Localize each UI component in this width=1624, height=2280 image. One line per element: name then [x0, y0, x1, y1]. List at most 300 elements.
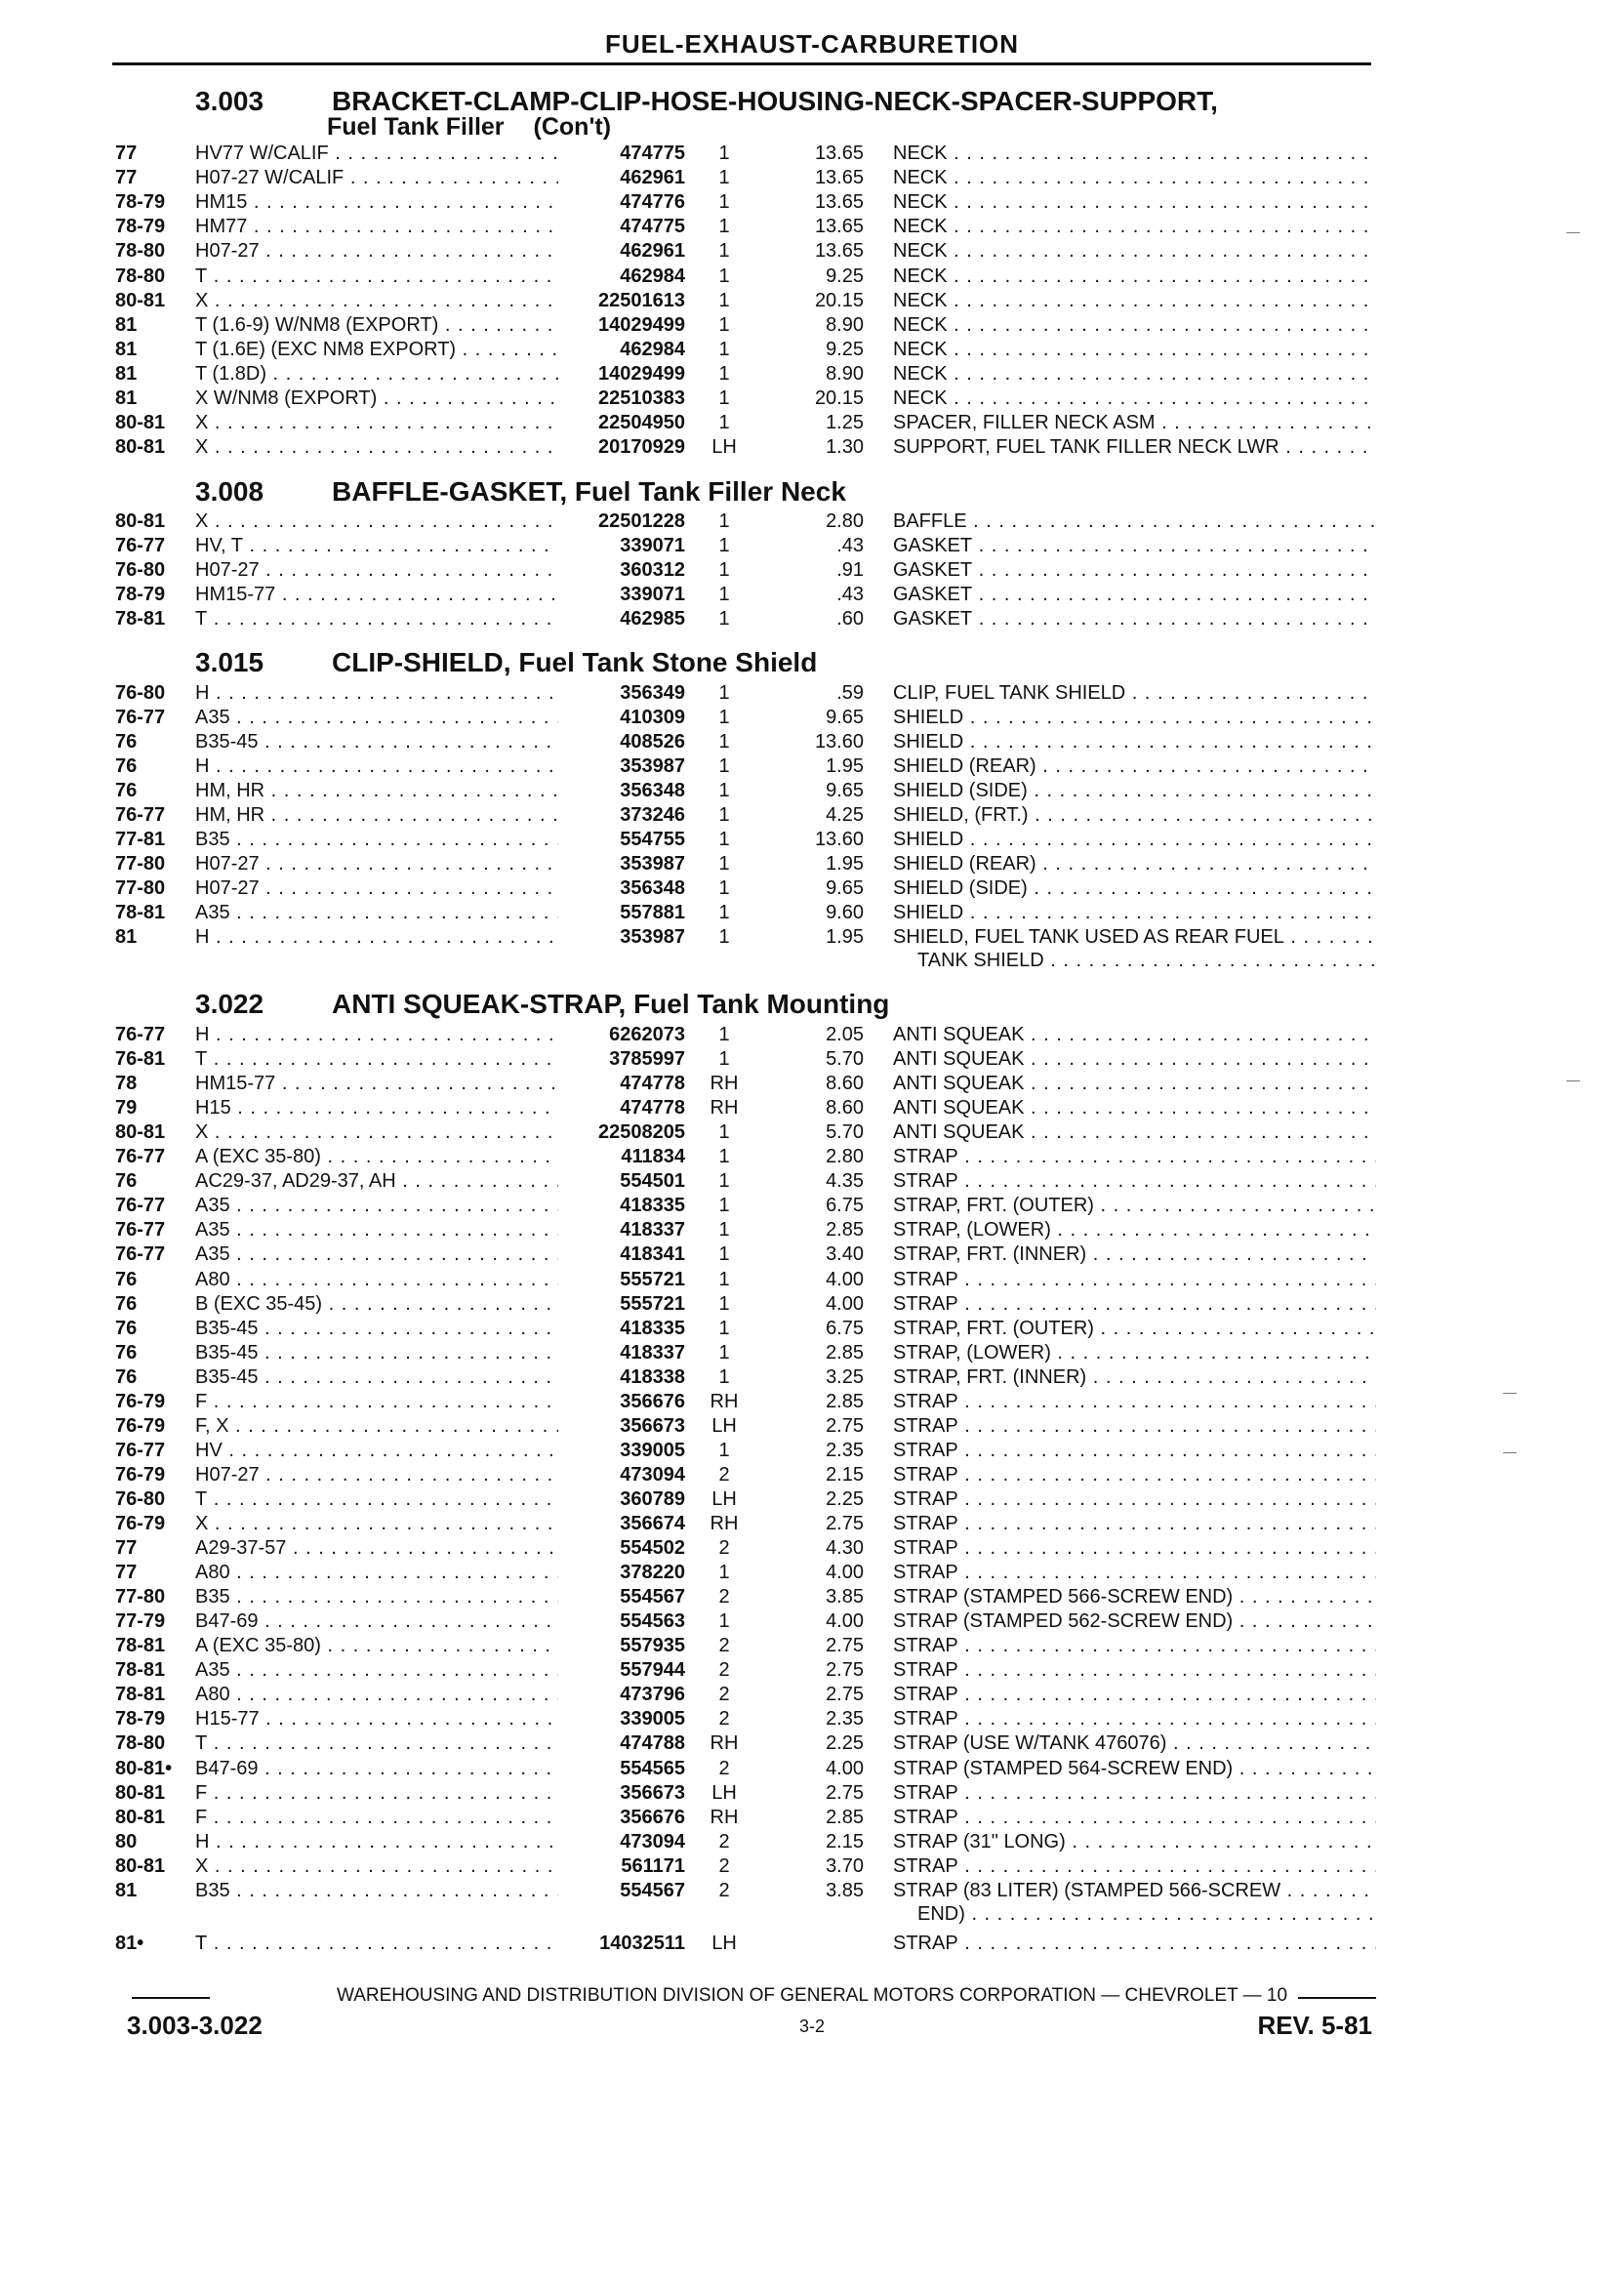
model-application: H . . . — [195, 1023, 558, 1047]
part-number: 360312 — [620, 559, 685, 581]
price: 6.75 — [826, 1317, 864, 1339]
parts-row — [0, 1932, 1624, 1956]
quantity: 1 — [718, 1268, 730, 1290]
price: 4.00 — [826, 1610, 864, 1633]
part-description: SHIELD . . . — [893, 706, 1376, 730]
parts-row — [0, 852, 1624, 876]
model-application: B35-45 . . . — [195, 1365, 558, 1390]
price: 1.95 — [826, 853, 864, 875]
part-description: SHIELD (SIDE) . . . — [893, 779, 1376, 803]
part-description: STRAP . . . — [893, 1707, 1376, 1731]
model-application: H07-27 . . . — [195, 239, 558, 264]
model-year: 81• — [115, 1932, 144, 1954]
parts-row — [0, 1218, 1624, 1242]
model-year: 77 — [115, 1537, 138, 1560]
model-application: A35 . . . — [195, 1658, 558, 1683]
parts-row — [0, 779, 1624, 803]
part-description: SHIELD (SIDE) . . . — [893, 876, 1376, 901]
model-year: 76 — [115, 1170, 138, 1193]
quantity: RH — [710, 1732, 739, 1755]
margin-mark — [1503, 1452, 1517, 1453]
part-description: SHIELD . . . — [893, 828, 1376, 852]
part-number: 356674 — [620, 1513, 685, 1534]
parts-row — [0, 583, 1624, 607]
margin-mark — [1566, 1080, 1580, 1081]
model-application: HM15-77 . . . — [195, 1072, 558, 1096]
model-year: 76-79 — [115, 1513, 166, 1534]
quantity: 1 — [718, 1195, 730, 1217]
quantity: 1 — [718, 510, 730, 532]
price: 1.30 — [826, 436, 864, 459]
model-application: H . . . — [195, 925, 558, 950]
model-year: 76-77 — [115, 535, 166, 556]
part-number: 557935 — [620, 1635, 685, 1657]
model-application: HM15-77 . . . — [195, 583, 558, 607]
quantity: 1 — [718, 240, 730, 263]
model-year: 80 — [115, 1830, 138, 1852]
parts-row — [0, 876, 1624, 901]
quantity: 2 — [718, 1830, 730, 1852]
part-number: 561171 — [621, 1854, 685, 1877]
parts-row — [0, 338, 1624, 362]
model-year: 80-81 — [115, 510, 166, 532]
part-number: 555721 — [620, 1268, 685, 1290]
part-number: 14029499 — [598, 313, 685, 336]
model-application: X . . . — [195, 411, 558, 435]
model-application: F . . . — [195, 1390, 558, 1414]
model-year: 78-81 — [115, 1659, 166, 1682]
part-number: 474775 — [620, 216, 685, 238]
price: 2.75 — [826, 1659, 864, 1682]
model-year: 80-81 — [115, 1854, 166, 1877]
price: 2.15 — [826, 1830, 864, 1852]
parts-row — [0, 1023, 1624, 1047]
part-number: 554567 — [620, 1879, 685, 1901]
model-year: 78-80 — [115, 1732, 166, 1755]
quantity: 1 — [718, 584, 730, 605]
quantity: 1 — [718, 559, 730, 581]
model-application: B47-69 . . . — [195, 1609, 558, 1634]
part-description: STRAP . . . — [893, 1463, 1376, 1487]
parts-row — [0, 803, 1624, 828]
part-number: 22501613 — [598, 289, 685, 311]
price: 8.60 — [826, 1097, 864, 1120]
quantity: 2 — [718, 1659, 730, 1682]
model-year: 76-80 — [115, 1487, 166, 1510]
part-description-continued: TANK SHIELD . . . — [917, 949, 1376, 973]
price: 4.00 — [826, 1268, 864, 1290]
price: 1.25 — [826, 412, 864, 434]
model-year: 78-79 — [115, 1708, 166, 1730]
part-description: SHIELD (REAR) . . . — [893, 754, 1376, 779]
quantity: 1 — [718, 387, 730, 409]
quantity: 1 — [718, 1292, 730, 1315]
model-year: 76 — [115, 1292, 138, 1315]
model-application: T (1.8D) . . . — [195, 362, 558, 387]
header-rule — [112, 62, 1371, 65]
price: 8.60 — [826, 1073, 864, 1095]
model-application: B35 . . . — [195, 1879, 558, 1903]
part-description: STRAP, FRT. (INNER) . . . — [893, 1242, 1376, 1267]
model-application: T . . . — [195, 607, 558, 631]
price: .43 — [836, 535, 864, 556]
part-number: 418337 — [620, 1219, 685, 1242]
model-application: H07-27 . . . — [195, 852, 558, 876]
part-description: SHIELD . . . — [893, 730, 1376, 754]
part-number: 339005 — [620, 1439, 685, 1461]
model-year: 80-81 — [115, 1781, 166, 1804]
part-number: 474778 — [620, 1073, 685, 1095]
section-title: CLIP-SHIELD, Fuel Tank Stone Shield — [332, 647, 818, 677]
quantity: 2 — [718, 1854, 730, 1877]
price: 13.65 — [814, 191, 864, 214]
parts-row — [0, 925, 1624, 950]
part-description: STRAP . . . — [893, 1561, 1376, 1585]
part-number: 462961 — [620, 240, 685, 263]
section-number: 3.022 — [195, 989, 264, 1019]
quantity: 1 — [718, 1024, 730, 1045]
price: 3.85 — [826, 1879, 864, 1901]
price: 6.75 — [826, 1195, 864, 1217]
part-description: STRAP, FRT. (OUTER) . . . — [893, 1317, 1376, 1341]
parts-row — [0, 1658, 1624, 1683]
quantity: 1 — [718, 877, 730, 899]
price: 2.85 — [826, 1390, 864, 1412]
part-description: STRAP . . . — [893, 1536, 1376, 1561]
model-application: X . . . — [195, 509, 558, 534]
price: 13.60 — [814, 731, 864, 753]
price: 3.70 — [826, 1854, 864, 1877]
quantity: 1 — [718, 853, 730, 875]
model-application: F . . . — [195, 1806, 558, 1830]
quantity: RH — [710, 1513, 739, 1534]
part-number: 557944 — [620, 1659, 685, 1682]
quantity: RH — [710, 1390, 739, 1412]
section-subtitle-text: Fuel Tank Filler — [327, 113, 505, 141]
parts-row — [0, 1487, 1624, 1512]
section-title: BRACKET-CLAMP-CLIP-HOSE-HOUSING-NECK-SPACER-SUPPORT, — [332, 86, 1218, 116]
price: 9.25 — [826, 338, 864, 360]
parts-row — [0, 239, 1624, 264]
part-number: 14032511 — [599, 1932, 685, 1954]
parts-row — [0, 289, 1624, 313]
part-description: STRAP . . . — [893, 1634, 1376, 1658]
quantity: 1 — [718, 289, 730, 311]
price: 2.75 — [826, 1781, 864, 1804]
model-application: H07-27 . . . — [195, 1463, 558, 1487]
price: 13.60 — [814, 829, 864, 850]
part-number: 418338 — [620, 1365, 685, 1388]
part-number: 353987 — [620, 853, 685, 875]
parts-row — [0, 1879, 1624, 1903]
parts-row — [0, 607, 1624, 631]
part-description: ANTI SQUEAK . . . — [893, 1072, 1376, 1096]
quantity: 1 — [718, 1341, 730, 1364]
price: 2.75 — [826, 1684, 864, 1706]
price: 1.95 — [826, 755, 864, 777]
price: 20.15 — [814, 387, 864, 409]
part-description: STRAP . . . — [893, 1512, 1376, 1536]
part-number: 554565 — [620, 1757, 685, 1779]
model-application: X . . . — [195, 289, 558, 313]
model-application: A (EXC 35-80) . . . — [195, 1145, 558, 1169]
price: 9.65 — [826, 877, 864, 899]
model-application: T . . . — [195, 265, 558, 289]
quantity: 1 — [718, 1121, 730, 1144]
model-year: 76-77 — [115, 1195, 166, 1217]
model-year: 76-79 — [115, 1414, 166, 1437]
part-description: GASKET . . . — [893, 583, 1376, 607]
model-application: B35-45 . . . — [195, 730, 558, 754]
quantity: 1 — [718, 829, 730, 850]
model-application: T . . . — [195, 1731, 558, 1756]
parts-row — [0, 509, 1624, 534]
model-year: 79 — [115, 1097, 138, 1120]
part-number: 554501 — [620, 1170, 685, 1193]
part-description: STRAP (83 LITER) (STAMPED 566-SCREW . . . — [893, 1879, 1376, 1903]
price: 2.35 — [826, 1439, 864, 1461]
parts-row — [0, 1536, 1624, 1561]
model-year: 78-79 — [115, 216, 166, 238]
part-number: 418337 — [620, 1341, 685, 1364]
part-number: 557881 — [620, 902, 685, 923]
model-year: 76-80 — [115, 682, 166, 704]
model-application: A35 . . . — [195, 1242, 558, 1267]
parts-row — [0, 1731, 1624, 1756]
part-description: STRAP . . . — [893, 1145, 1376, 1169]
model-application: HM77 . . . — [195, 215, 558, 239]
model-application: X . . . — [195, 1120, 558, 1145]
model-year: 81 — [115, 926, 138, 948]
price: 2.85 — [826, 1341, 864, 1364]
model-application: A35 . . . — [195, 1218, 558, 1242]
quantity: 1 — [718, 1562, 730, 1584]
model-application: H . . . — [195, 681, 558, 706]
model-application: HV77 W/CALIF . . . — [195, 142, 558, 166]
parts-row — [0, 1096, 1624, 1120]
part-number: 462961 — [620, 167, 685, 189]
price: 4.35 — [826, 1170, 864, 1193]
quantity: 1 — [718, 313, 730, 336]
price: 13.65 — [814, 240, 864, 263]
part-number: 360789 — [620, 1487, 685, 1510]
quantity: 1 — [718, 755, 730, 777]
model-year: 80-81 — [115, 436, 166, 459]
parts-row — [0, 1683, 1624, 1707]
model-year: 78-81 — [115, 1635, 166, 1657]
model-year: 77 — [115, 1562, 138, 1584]
part-description: SHIELD . . . — [893, 901, 1376, 925]
part-number: 418335 — [620, 1195, 685, 1217]
model-year: 77-79 — [115, 1610, 166, 1633]
part-description: STRAP . . . — [893, 1806, 1376, 1830]
model-year: 76-77 — [115, 707, 166, 728]
price: 5.70 — [826, 1048, 864, 1071]
quantity: 1 — [718, 535, 730, 556]
part-number: 554563 — [620, 1610, 685, 1633]
quantity: 1 — [718, 707, 730, 728]
model-year: 76 — [115, 780, 138, 801]
model-year: 76-77 — [115, 1146, 166, 1168]
model-application: HV . . . — [195, 1439, 558, 1463]
parts-row — [0, 1781, 1624, 1806]
part-number: 3785997 — [609, 1048, 685, 1071]
part-description: NECK . . . — [893, 338, 1376, 362]
parts-row — [0, 1414, 1624, 1439]
price: 2.85 — [826, 1219, 864, 1242]
price: .60 — [836, 608, 864, 630]
part-number: 554755 — [620, 829, 685, 850]
part-description: STRAP . . . — [893, 1854, 1376, 1879]
model-year: 76-77 — [115, 1243, 166, 1266]
model-year: 78-80 — [115, 240, 166, 263]
quantity: 2 — [718, 1586, 730, 1608]
price: 3.25 — [826, 1365, 864, 1388]
part-number: 411834 — [621, 1146, 685, 1168]
part-description: GASKET . . . — [893, 558, 1376, 583]
model-year: 76-79 — [115, 1463, 166, 1486]
part-description: NECK . . . — [893, 265, 1376, 289]
parts-row — [0, 1292, 1624, 1317]
price: 13.65 — [814, 167, 864, 189]
quantity: 1 — [718, 1219, 730, 1242]
part-number: 14029499 — [598, 362, 685, 385]
price: 9.25 — [826, 265, 864, 287]
part-number: 474788 — [620, 1732, 685, 1755]
part-description: STRAP, FRT. (INNER) . . . — [893, 1365, 1376, 1390]
part-number: 554502 — [620, 1537, 685, 1560]
part-number: 356348 — [620, 877, 685, 899]
quantity: 1 — [718, 1610, 730, 1633]
part-description: NECK . . . — [893, 142, 1376, 166]
parts-row — [0, 215, 1624, 239]
model-year: 77-80 — [115, 877, 166, 899]
model-application: F, X . . . — [195, 1414, 558, 1439]
parts-row — [0, 190, 1624, 215]
part-number: 353987 — [620, 926, 685, 948]
parts-row — [0, 1341, 1624, 1365]
model-year: 80-81 — [115, 1121, 166, 1144]
parts-row — [0, 558, 1624, 583]
part-description: SUPPORT, FUEL TANK FILLER NECK LWR . . . — [893, 435, 1376, 460]
quantity: 2 — [718, 1757, 730, 1779]
parts-row — [0, 1561, 1624, 1585]
model-application: T . . . — [195, 1487, 558, 1512]
quantity: 2 — [718, 1463, 730, 1486]
parts-row — [0, 1463, 1624, 1487]
section-heading — [195, 476, 846, 508]
part-description: STRAP, (LOWER) . . . — [893, 1218, 1376, 1242]
part-number: 408526 — [620, 731, 685, 753]
part-description: NECK . . . — [893, 387, 1376, 411]
model-application: A35 . . . — [195, 706, 558, 730]
model-year: 76-77 — [115, 804, 166, 826]
model-year: 77-80 — [115, 853, 166, 875]
part-number: 356673 — [620, 1781, 685, 1804]
model-year: 78 — [115, 1073, 138, 1095]
price: 13.65 — [814, 142, 864, 164]
parts-row — [0, 387, 1624, 411]
part-description: SHIELD, (FRT.) . . . — [893, 803, 1376, 828]
model-application: B35 . . . — [195, 828, 558, 852]
parts-row — [0, 1439, 1624, 1463]
part-description: STRAP . . . — [893, 1487, 1376, 1512]
price: 2.75 — [826, 1513, 864, 1534]
price: 20.15 — [814, 289, 864, 311]
part-number: 554567 — [620, 1586, 685, 1608]
part-description-continued: END) . . . — [917, 1902, 1376, 1927]
model-year: 77 — [115, 142, 138, 164]
model-year: 80-81 — [115, 289, 166, 311]
quantity: 1 — [718, 780, 730, 801]
part-number: 474776 — [620, 191, 685, 214]
price: 4.00 — [826, 1292, 864, 1315]
model-year: 76 — [115, 731, 138, 753]
price: 13.65 — [814, 216, 864, 238]
parts-row — [0, 730, 1624, 754]
part-number: 356676 — [620, 1806, 685, 1828]
part-number: 22508205 — [598, 1121, 685, 1144]
part-description: NECK . . . — [893, 166, 1376, 190]
part-description: NECK . . . — [893, 190, 1376, 215]
section-number: 3.015 — [195, 647, 264, 677]
parts-row — [0, 1268, 1624, 1292]
price: 4.00 — [826, 1757, 864, 1779]
model-year: 78-79 — [115, 584, 166, 605]
price: 8.90 — [826, 313, 864, 336]
footer-section-range: 3.003-3.022 — [127, 2011, 263, 2040]
quantity: LH — [711, 1487, 737, 1510]
parts-row — [0, 1120, 1624, 1145]
part-number: 373246 — [620, 804, 685, 826]
part-description: NECK . . . — [893, 289, 1376, 313]
part-number: 378220 — [620, 1562, 685, 1584]
part-description: SHIELD, FUEL TANK USED AS REAR FUEL . . . — [893, 925, 1376, 950]
parts-row — [0, 1365, 1624, 1390]
part-number: 418341 — [620, 1243, 685, 1266]
model-year: 76 — [115, 1341, 138, 1364]
parts-row — [0, 1806, 1624, 1830]
parts-row — [0, 1047, 1624, 1072]
part-description: STRAP (STAMPED 566-SCREW END) . . . — [893, 1585, 1376, 1609]
model-year: 81 — [115, 313, 138, 336]
part-description: STRAP . . . — [893, 1439, 1376, 1463]
margin-mark — [1503, 1393, 1517, 1394]
model-application: A29-37-57 . . . — [195, 1536, 558, 1561]
price: 3.40 — [826, 1243, 864, 1266]
quantity: 1 — [718, 216, 730, 238]
model-application: A35 . . . — [195, 1194, 558, 1218]
quantity: 1 — [718, 804, 730, 826]
price: 3.85 — [826, 1586, 864, 1608]
parts-row — [0, 265, 1624, 289]
quantity: 2 — [718, 1684, 730, 1706]
part-number: 22504950 — [598, 412, 685, 434]
quantity: 1 — [718, 265, 730, 287]
part-description: NECK . . . — [893, 313, 1376, 338]
parts-row — [0, 435, 1624, 460]
model-year: 76-80 — [115, 559, 166, 581]
part-number: 555721 — [620, 1292, 685, 1315]
price: 2.80 — [826, 510, 864, 532]
price: .59 — [836, 682, 864, 704]
part-number: 462984 — [620, 338, 685, 360]
model-application: T . . . — [195, 1932, 558, 1956]
price: 4.30 — [826, 1537, 864, 1560]
quantity: RH — [710, 1073, 739, 1095]
part-description: STRAP (31" LONG) . . . — [893, 1830, 1376, 1854]
price: .91 — [836, 559, 864, 581]
